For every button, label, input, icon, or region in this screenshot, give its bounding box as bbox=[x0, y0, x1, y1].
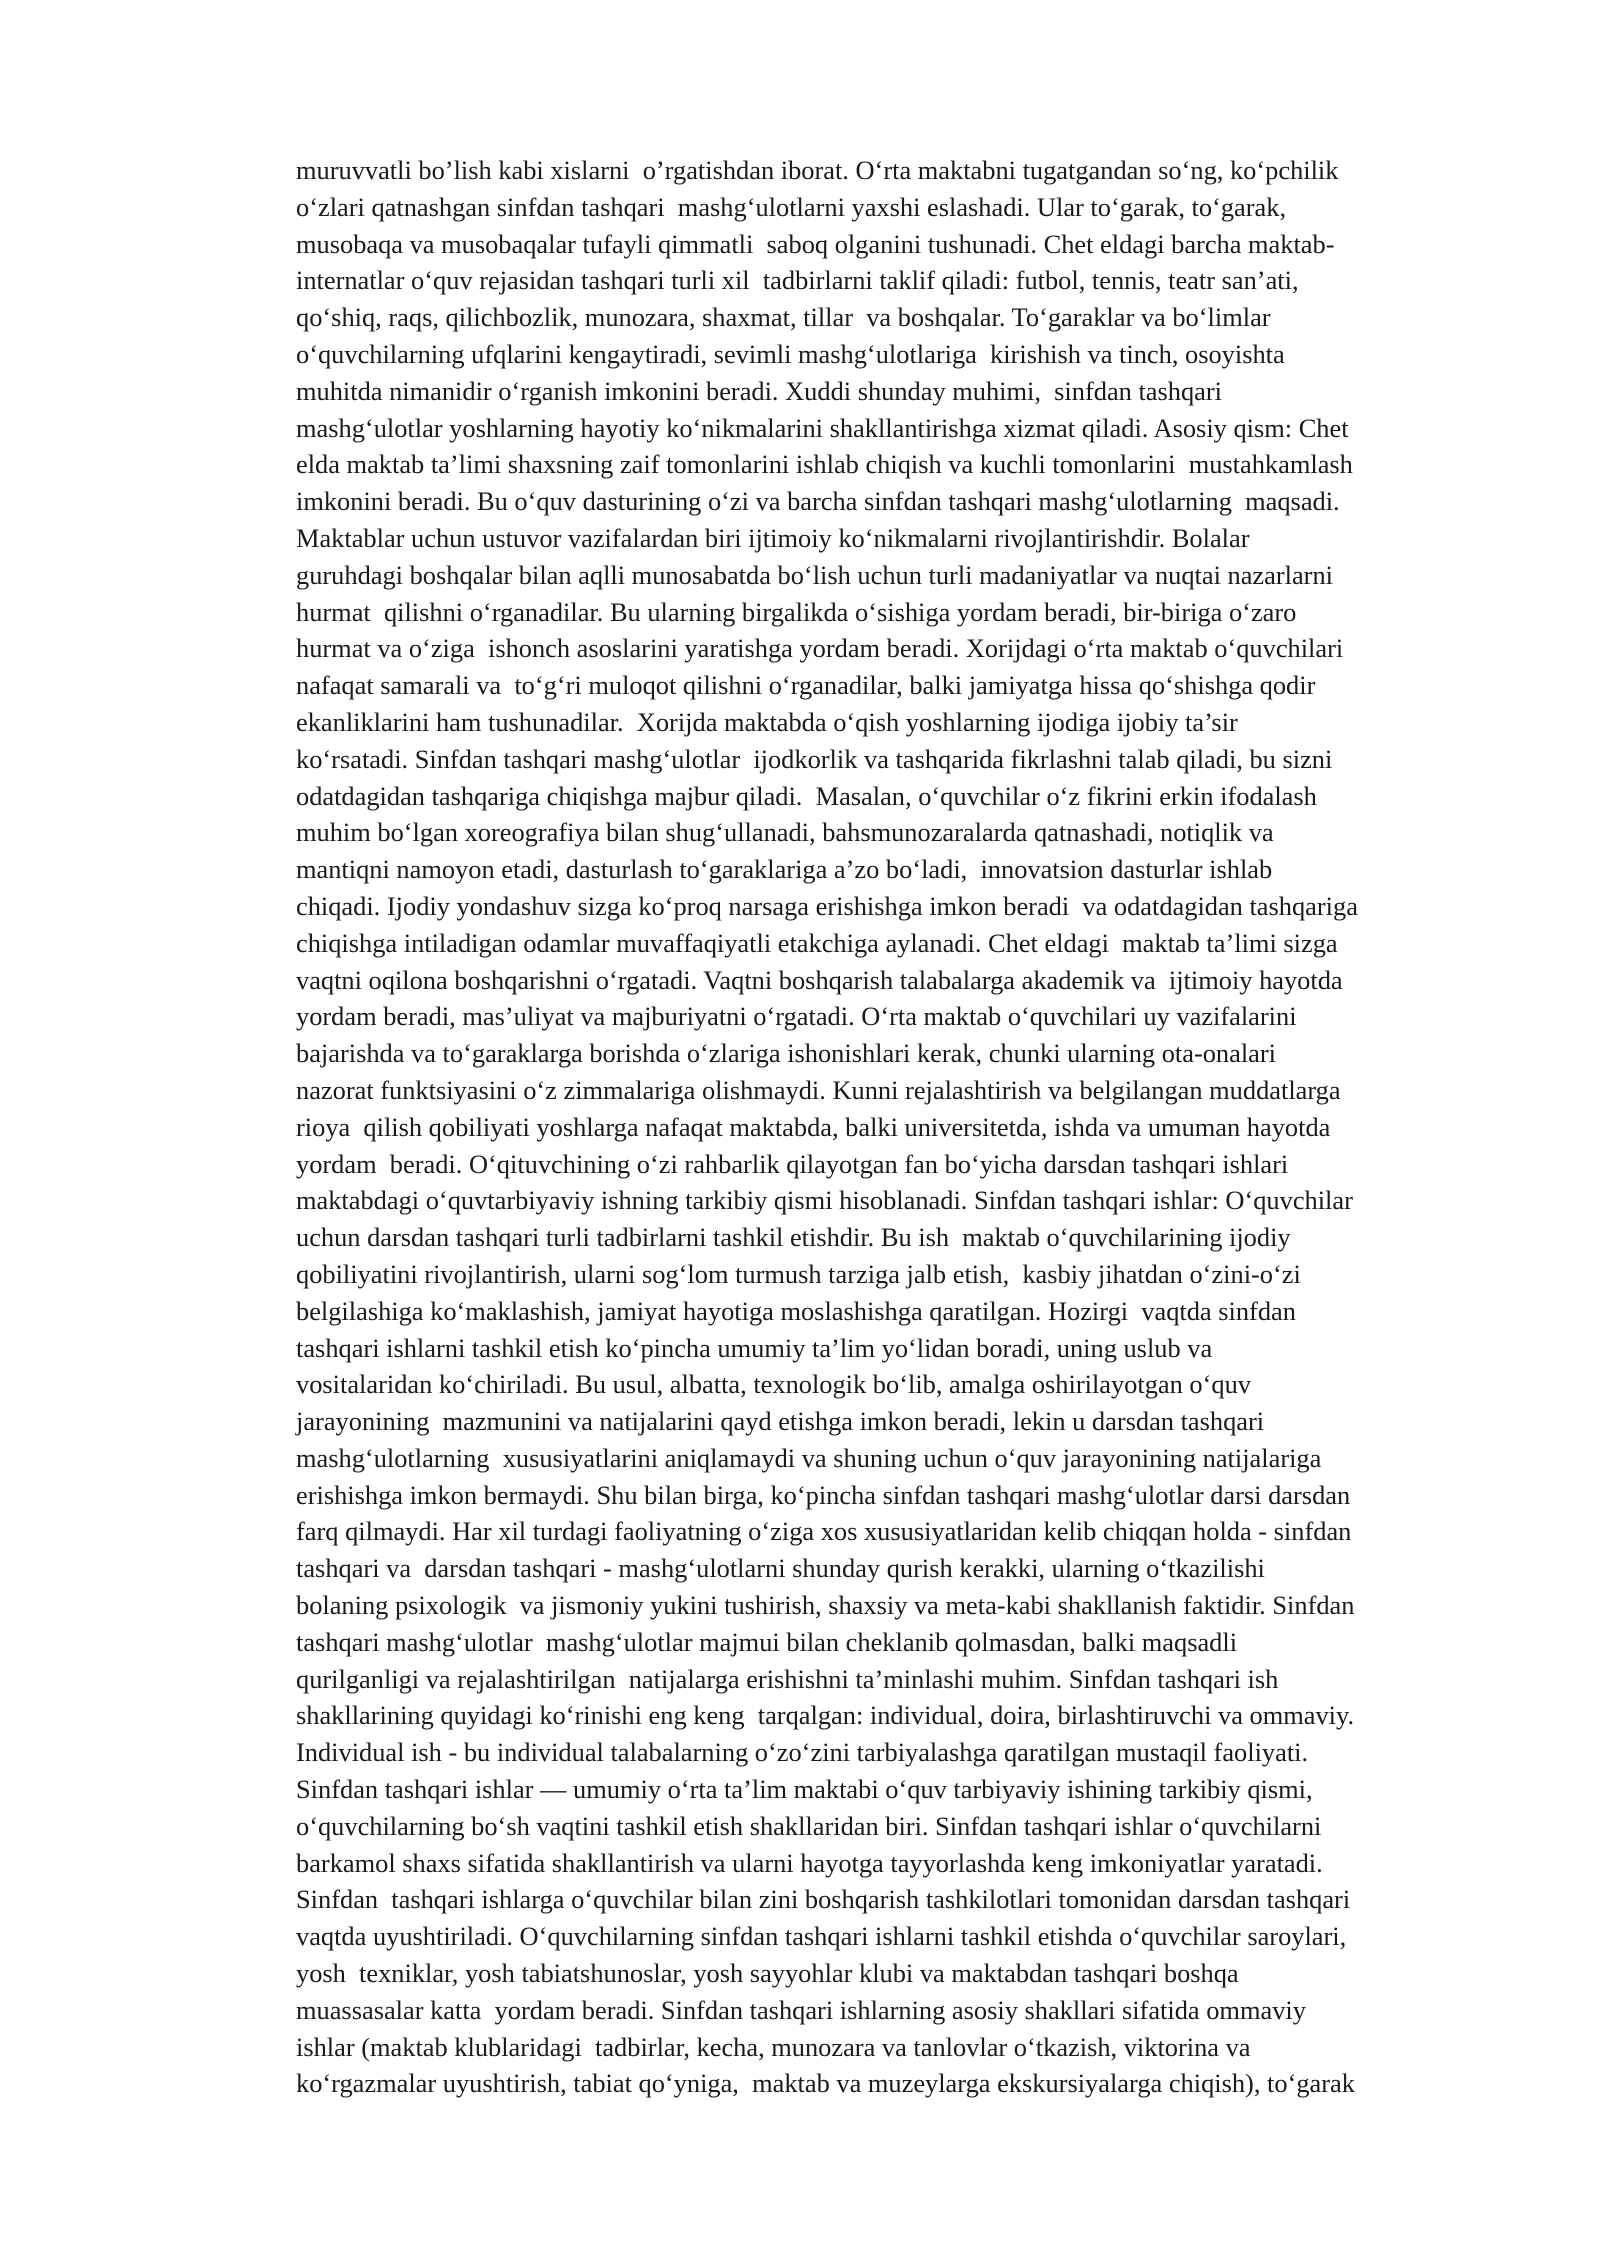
text-line: mashg‘ulotlar yoshlarning hayotiy ko‘nikmalarini shakllantirishga xizmat qiladi. Asosiy qism: Chet bbox=[296, 412, 1349, 443]
text-line: nafaqat samarali va to‘g‘ri muloqot qilishni o‘rganadilar, balki jamiyatga hissa qo‘shishga qodir bbox=[296, 670, 1316, 701]
text-line: ekanliklarini ham tushunadilar. Xorijda maktabda o‘qish yoshlarning ijodiga ijobiy ta’sir bbox=[296, 706, 1238, 737]
text-line: yosh texniklar, yosh tabiatshunoslar, yosh sayyohlar klubi va maktabdan tashqari boshqa bbox=[296, 1958, 1239, 1989]
text-line: erishishga imkon bermaydi. Shu bilan birga, ko‘pincha sinfdan tashqari mashg‘ulotlar darsi darsdan bbox=[296, 1479, 1351, 1510]
text-line: vositalaridan ko‘chiriladi. Bu usul, albatta, texnologik bo‘lib, amalga oshirilayotgan o‘quv bbox=[296, 1369, 1251, 1400]
text-line: Maktablar uchun ustuvor vazifalardan biri ijtimoiy ko‘nikmalarni rivojlantirishdir. Bolalar bbox=[296, 522, 1250, 553]
text-line: Sinfdan tashqari ishlar — umumiy o‘rta ta’lim maktabi o‘quv tarbiyaviy ishining tarkibiy qismi, bbox=[296, 1774, 1313, 1805]
text-line: farq qilmaydi. Har xil turdagi faoliyatning o‘ziga xos xususiyatlaridan kelib chiqqan holda - sinfdan bbox=[296, 1516, 1352, 1547]
text-line: hurmat qilishni o‘rganadilar. Bu ularning birgalikda o‘sishiga yordam beradi, bir-biriga o‘zaro bbox=[296, 596, 1297, 627]
text-line: yordam beradi, mas’uliyat va majburiyatni o‘rgatadi. O‘rta maktab o‘quvchilari uy vazifalarini bbox=[296, 1001, 1297, 1032]
text-line: ko‘rsatadi. Sinfdan tashqari mashg‘ulotlar ijodkorlik va tashqarida fikrlashni talab qiladi, bu sizni bbox=[296, 743, 1333, 774]
text-line: chiqadi. Ijodiy yondashuv sizga ko‘proq narsaga erishishga imkon beradi va odatdagidan tashqariga bbox=[296, 890, 1358, 921]
text-line: ishlar (maktab klublaridagi tadbirlar, kecha, munozara va tanlovlar o‘tkazish, viktorina va bbox=[296, 2031, 1251, 2062]
text-line: chiqishga intiladigan odamlar muvaffaqiyatli etakchiga aylanadi. Chet eldagi maktab ta’limi sizga bbox=[296, 927, 1338, 958]
text-line: hurmat va o‘ziga ishonch asoslarini yaratishga yordam beradi. Xorijdagi o‘rta maktab o‘quvchilari bbox=[296, 633, 1344, 664]
text-line: odatdagidan tashqariga chiqishga majbur qiladi. Masalan, o‘quvchilar o‘z fikrini erkin ifodalash bbox=[296, 780, 1317, 811]
text-line: internatlar o‘quv rejasidan tashqari turli xil tadbirlarni taklif qiladi: futbol, tennis, teatr san’ati, bbox=[296, 265, 1299, 296]
text-line: muruvvatli bo’lish kabi xislarni o’rgatishdan iborat. O‘rta maktabni tugatgandan so‘ng, ko‘pchilik bbox=[296, 155, 1339, 185]
text-line: mashg‘ulotlarning xususiyatlarini aniqlamaydi va shuning uchun o‘quv jarayonining natijalariga bbox=[296, 1442, 1322, 1473]
text-line: tashqari va darsdan tashqari - mashg‘ulotlarni shunday qurish kerakki, ularning o‘tkazilishi bbox=[296, 1553, 1265, 1584]
text-line: ko‘rgazmalar uyushtirish, tabiat qo‘yniga, maktab va muzeylarga ekskursiyalarga chiqish), to‘garak bbox=[296, 2068, 1355, 2099]
text-line: musobaqa va musobaqalar tufayli qimmatli saboq olganini tushunadi. Chet eldagi barcha maktab- bbox=[296, 228, 1335, 259]
text-line: o‘quvchilarning ufqlarini kengaytiradi, sevimli mashg‘ulotlariga kirishish va tinch, osoyishta bbox=[296, 338, 1285, 369]
text-line: elda maktab ta’limi shaxsning zaif tomonlarini ishlab chiqish va kuchli tomonlarini mustahkamlash bbox=[296, 449, 1353, 480]
text-line: o‘quvchilarning bo‘sh vaqtini tashkil etish shakllaridan biri. Sinfdan tashqari ishlar o‘quvchilarni bbox=[296, 1810, 1322, 1841]
text-line: muhim bo‘lgan xoreografiya bilan shug‘ullanadi, bahsmunozaralarda qatnashadi, notiqlik va bbox=[296, 817, 1274, 848]
text-line: vaqtda uyushtiriladi. O‘quvchilarning sinfdan tashqari ishlarni tashkil etishda o‘quvchilar saroylari, bbox=[296, 1921, 1347, 1952]
text-line: muassasalar katta yordam beradi. Sinfdan tashqari ishlarning asosiy shakllari sifatida ommaviy bbox=[296, 1994, 1306, 2025]
text-line: uchun darsdan tashqari turli tadbirlarni tashkil etishdir. Bu ish maktab o‘quvchilarining ijodiy bbox=[296, 1222, 1291, 1253]
text-line: bajarishda va to‘garaklarga borishda o‘zlariga ishonishlari kerak, chunki ularning ota-onalari bbox=[296, 1038, 1277, 1069]
text-line: qo‘shiq, raqs, qilichbozlik, munozara, shaxmat, tillar va boshqalar. To‘garaklar va bo‘limlar bbox=[296, 302, 1271, 333]
text-line: belgilashiga ko‘maklashish, jamiyat hayotiga moslashishga qaratilgan. Hozirgi vaqtda sinfdan bbox=[296, 1295, 1296, 1326]
text-line: mantiqni namoyon etadi, dasturlash to‘garaklariga a’zo bo‘ladi, innovatsion dasturlar ishlab bbox=[296, 854, 1273, 885]
text-line: tashqari mashg‘ulotlar mashg‘ulotlar majmui bilan cheklanib qolmasdan, balki maqsadli bbox=[296, 1626, 1238, 1657]
body-text bbox=[296, 152, 1496, 2102]
text-line: Sinfdan tashqari ishlarga o‘quvchilar bilan zini boshqarish tashkilotlari tomonidan darsdan tashqari bbox=[296, 1884, 1351, 1915]
text-line: rioya qilish qobiliyati yoshlarga nafaqat maktabda, balki universitetda, ishda va umuman hayotda bbox=[296, 1111, 1331, 1142]
text-line: qurilganligi va rejalashtirilgan natijalarga erishishni ta’minlashi muhim. Sinfdan tashqari ish bbox=[296, 1663, 1279, 1694]
text-line: qobiliyatini rivojlantirish, ularni sog‘lom turmush tarziga jalb etish, kasbiy jihatdan o‘zini-o‘zi bbox=[296, 1258, 1301, 1289]
text-line: imkonini beradi. Bu o‘quv dasturining o‘zi va barcha sinfdan tashqari mashg‘ulotlarning maqsadi. bbox=[296, 486, 1340, 517]
text-line: shakllarining quyidagi ko‘rinishi eng keng tarqalgan: individual, doira, birlashtiruvchi va ommaviy. bbox=[296, 1700, 1355, 1731]
text-line: barkamol shaxs sifatida shakllantirish va ularni hayotga tayyorlashda keng imkoniyatlar yaratadi. bbox=[296, 1847, 1323, 1878]
text-line: guruhdagi boshqalar bilan aqlli munosabatda bo‘lish uchun turli madaniyatlar va nuqtai nazarlarni bbox=[296, 559, 1333, 590]
text-line: Individual ish - bu individual talabalarning o‘zo‘zini tarbiyalashga qaratilgan mustaqil faoliyati. bbox=[296, 1737, 1309, 1768]
text-line: nazorat funktsiyasini o‘z zimmalariga olishmaydi. Kunni rejalashtirish va belgilangan muddatlarga bbox=[296, 1074, 1341, 1105]
text-line: maktabdagi o‘quvtarbiyaviy ishning tarkibiy qismi hisoblanadi. Sinfdan tashqari ishlar: O‘quvchilar bbox=[296, 1185, 1353, 1216]
text-line: tashqari ishlarni tashkil etish ko‘pincha umumiy ta’lim yo‘lidan boradi, uning uslub va bbox=[296, 1332, 1213, 1363]
text-line: yordam beradi. O‘qituvchining o‘zi rahbarlik qilayotgan fan bo‘yicha darsdan tashqari ishlari bbox=[296, 1148, 1289, 1179]
text-line: muhitda nimanidir o‘rganish imkonini beradi. Xuddi shunday muhimi, sinfdan tashqari bbox=[296, 375, 1222, 406]
text-line: vaqtni oqilona boshqarishni o‘rgatadi. Vaqtni boshqarish talabalarga akademik va ijtimoiy hayotda bbox=[296, 964, 1343, 995]
text-line: jarayonining mazmunini va natijalarini qayd etishga imkon beradi, lekin u darsdan tashqari bbox=[296, 1406, 1265, 1437]
text-line: o‘zlari qatnashgan sinfdan tashqari mashg‘ulotlarni yaxshi eslashadi. Ular to‘garak, to‘garak, bbox=[296, 191, 1287, 222]
text-line: bolaning psixologik va jismoniy yukini tushirish, shaxsiy va meta-kabi shakllanish faktidir. Sinfdan bbox=[296, 1590, 1355, 1621]
